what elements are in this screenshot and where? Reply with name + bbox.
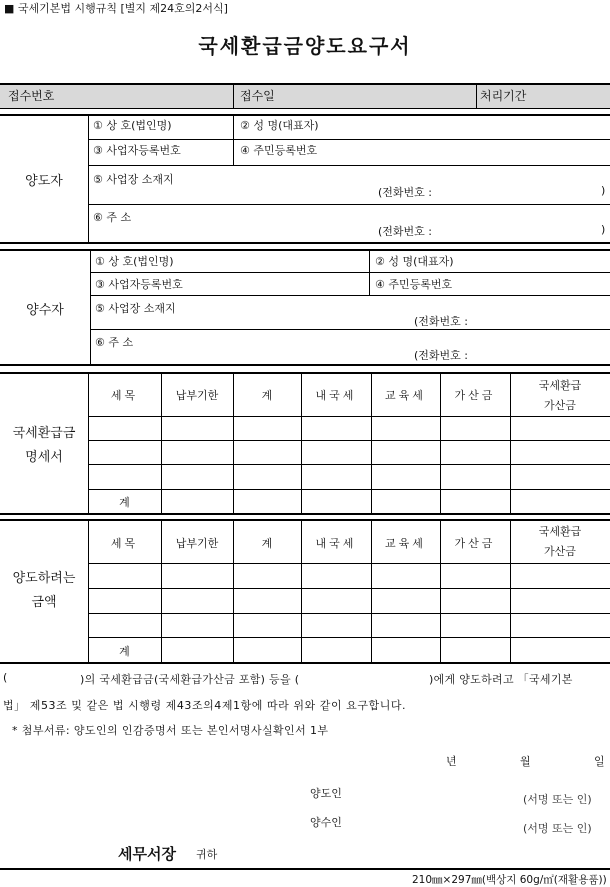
transfer-amount-label-line2: 금액	[31, 595, 57, 610]
transferor-phone-2-close: )	[601, 223, 606, 236]
refund-header-total: 계	[261, 389, 273, 402]
transfer-header-due-date: 납부기한	[175, 537, 219, 550]
transferor-business-address-field[interactable]: ⑤ 사업장 소재지	[93, 173, 174, 186]
transferee-bottom-rule	[0, 364, 610, 366]
transferee-row-rule-3	[90, 329, 610, 330]
refund-row-rule-2	[88, 440, 610, 441]
transfer-header-internal-tax: 내국세	[315, 537, 357, 550]
receipt-divider-1	[233, 84, 234, 108]
transfer-table-top-rule	[0, 519, 610, 521]
receipt-date-label: 접수일	[240, 89, 275, 103]
transferor-mid-divider	[233, 115, 234, 165]
transferee-signer-label: 양수인	[310, 816, 342, 829]
transferor-signer-label: 양도인	[310, 787, 342, 800]
transfer-row-rule-2	[88, 588, 610, 589]
transfer-header-education-tax: 교육세	[385, 537, 426, 550]
transferor-phone-1-label: (전화번호 :	[378, 186, 432, 199]
refund-header-due-date: 납부기한	[175, 389, 219, 402]
transfer-header-tax-item: 세목	[110, 537, 139, 550]
refund-row-rule-4	[88, 489, 610, 490]
transferee-row-rule-1	[90, 272, 610, 273]
form-title: 국세환급금양도요구서	[198, 34, 412, 58]
refund-table-bottom-rule	[0, 513, 610, 515]
transfer-header-surcharge: 가산금	[454, 537, 496, 550]
transferee-phone-1-label: (전화번호 :	[414, 315, 468, 328]
statement-line2: 법」 제53조 및 같은 법 시행령 제43조의4제1항에 따라 위와 같이 요구합니다.	[3, 699, 407, 712]
refund-header-education-tax: 교육세	[385, 389, 426, 402]
refund-header-internal-tax: 내국세	[315, 389, 357, 402]
statement-open-paren: (	[3, 671, 8, 684]
refund-header-surcharge: 가산금	[454, 389, 496, 402]
transfer-table-bottom-rule	[0, 662, 610, 664]
refund-header-refund-line1: 국세환급	[538, 379, 582, 392]
date-month-label: 월	[520, 755, 531, 768]
transferor-signature-field[interactable]: (서명 또는 인)	[523, 793, 592, 806]
transferor-phone-1-close: )	[601, 184, 606, 197]
transfer-row-rule-1	[88, 563, 610, 564]
refund-total-row-label: 계	[119, 496, 130, 509]
transfer-header-refund-line1: 국세환급	[538, 525, 582, 538]
transferor-label-divider	[88, 115, 89, 242]
transferor-resident-number-field[interactable]: ④ 주민등록번호	[240, 144, 318, 157]
receipt-number-label: 접수번호	[8, 89, 55, 103]
transferor-row-rule-1	[88, 139, 610, 140]
refund-statement-label	[0, 422, 88, 470]
transferee-signature-field[interactable]: (서명 또는 인)	[523, 822, 592, 835]
refund-header-refund-line2: 가산금	[544, 399, 576, 412]
refund-statement-label-line2: 명세서	[25, 450, 63, 465]
transferee-company-name-field[interactable]: ① 상 호(법인명)	[95, 255, 174, 268]
top-thick-rule	[0, 83, 610, 85]
transferee-top-rule	[0, 249, 610, 251]
transfer-header-refund-surcharge	[510, 522, 610, 562]
transfer-header-total: 계	[261, 537, 273, 550]
statement-line1-middle: )의 국세환급금(국세환급가산금 포함) 등을 (	[80, 673, 300, 686]
transferee-representative-field[interactable]: ② 성 명(대표자)	[375, 255, 454, 268]
attachment-note: * 첨부서류: 양도인의 인감증명서 또는 본인서명사실확인서 1부	[12, 724, 329, 737]
statement-line1-end: )에게 양도하려고 「국세기본	[429, 673, 573, 686]
transferor-company-name-field[interactable]: ① 상 호(법인명)	[93, 119, 172, 132]
refund-table-top-rule	[0, 372, 610, 374]
transferee-phone-2-label: (전화번호 :	[414, 349, 468, 362]
transfer-header-refund-line2: 가산금	[544, 545, 576, 558]
receipt-bottom-rule	[0, 108, 610, 109]
receipt-divider-2	[476, 84, 477, 108]
transfer-row-rule-4	[88, 637, 610, 638]
transferee-business-address-field[interactable]: ⑤ 사업장 소재지	[95, 302, 176, 315]
refund-row-rule-1	[88, 416, 610, 417]
processing-period-label: 처리기간	[480, 89, 527, 103]
refund-header-tax-item: 세목	[110, 389, 139, 402]
bottom-thick-rule	[0, 868, 610, 870]
addressee-suffix: 귀하	[196, 848, 218, 861]
date-year-label: 년	[446, 755, 457, 768]
transfer-row-rule-3	[88, 613, 610, 614]
transferor-bottom-rule	[0, 242, 610, 244]
transferee-resident-number-field[interactable]: ④ 주민등록번호	[375, 278, 453, 291]
transfer-amount-label	[0, 567, 88, 615]
transferee-row-rule-2	[90, 295, 610, 296]
transfer-total-row-label: 계	[119, 645, 130, 658]
refund-row-rule-3	[88, 464, 610, 465]
transferor-row-rule-2	[88, 165, 610, 166]
transferor-top-rule	[0, 114, 610, 116]
transferor-row-rule-3	[88, 204, 610, 205]
transferor-address-field[interactable]: ⑥ 주 소	[93, 211, 132, 224]
form-reference-note: ■ 국세기본법 시행규칙 [별지 제24호의2서식]	[4, 2, 228, 15]
tax-office-head-label: 세무서장	[118, 845, 176, 863]
transferor-label: 양도자	[25, 174, 63, 189]
transferee-address-field[interactable]: ⑥ 주 소	[95, 336, 134, 349]
refund-header-refund-surcharge	[510, 376, 610, 416]
transferee-label: 양수자	[26, 303, 64, 318]
transfer-amount-label-line1: 양도하려는	[12, 571, 76, 586]
date-day-label: 일	[594, 755, 605, 768]
transferor-representative-field[interactable]: ② 성 명(대표자)	[240, 119, 319, 132]
transferor-phone-2-label: (전화번호 :	[378, 225, 432, 238]
transferor-business-number-field[interactable]: ③ 사업자등록번호	[93, 144, 181, 157]
refund-statement-label-line1: 국세환급금	[12, 426, 76, 441]
transferee-business-number-field[interactable]: ③ 사업자등록번호	[95, 278, 183, 291]
paper-spec-footer: 210㎜×297㎜(백상지 60g/㎡(재활용품))	[412, 874, 607, 886]
transferee-label-divider	[90, 250, 91, 364]
